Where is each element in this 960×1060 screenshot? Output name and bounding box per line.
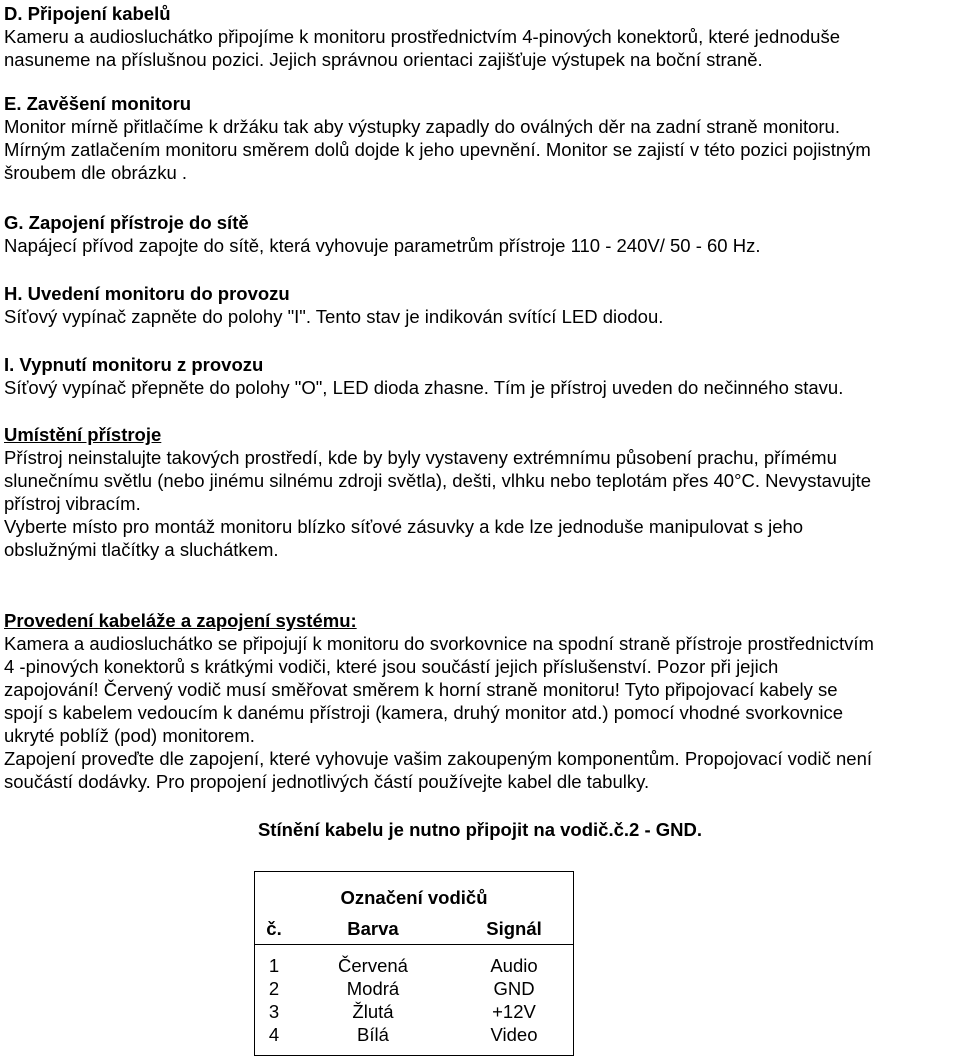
section-device-placement	[4, 423, 956, 561]
table-row	[255, 977, 573, 1000]
table-header	[255, 917, 573, 940]
cell-color: Červená	[338, 955, 408, 976]
cell-color: Žlutá	[352, 1001, 394, 1022]
paragraph-line: součástí dodávky. Pro propojení jednotlivých částí používejte kabel dle tabulky.	[4, 771, 650, 792]
cell-number: 4	[268, 1024, 280, 1045]
wire-table	[254, 871, 574, 1056]
section-wiring	[4, 609, 956, 793]
section-monitor-mounting	[4, 92, 956, 184]
header-divider	[255, 944, 573, 945]
paragraph-line: Síťový vypínač přepněte do polohy "O", LED dioda zhasne. Tím je přístroj uveden do nečinného stavu.	[4, 377, 844, 398]
cell-color: Modrá	[346, 978, 400, 999]
section-heading: E. Zavěšení monitoru	[4, 93, 192, 114]
section-power-on	[4, 282, 956, 328]
cell-color: Bílá	[357, 1024, 389, 1045]
cell-number: 3	[268, 1001, 280, 1022]
table-title: Označení vodičů	[340, 887, 488, 908]
header-color: Barva	[347, 918, 399, 939]
paragraph-line: přístroj vibracím.	[4, 493, 141, 514]
section-power-off	[4, 353, 956, 399]
paragraph-line: 4 -pinových konektorů s krátkými vodiči, které jsou součástí jejich příslušenství. Pozor při jejich	[4, 656, 779, 677]
paragraph-line: nasuneme na příslušnou pozici. Jejich správnou orientaci zajišťuje výstupek na boční straně.	[4, 49, 763, 70]
table-row	[255, 1000, 573, 1023]
paragraph-line: ukryté poblíž (pod) monitorem.	[4, 725, 255, 746]
cell-signal: GND	[493, 978, 535, 999]
paragraph-line: slunečnímu světlu (nebo jinému silnému zdroji světla), dešti, vlhku nebo teplotám přes 40°C. Nevystavujte	[4, 470, 872, 491]
paragraph-line: Monitor mírně přitlačíme k držáku tak aby výstupky zapadly do oválných děr na zadní straně monitoru.	[4, 116, 840, 137]
section-heading: Provedení kabeláže a zapojení systému:	[4, 610, 357, 631]
section-connect-cables	[4, 2, 956, 71]
paragraph-line: Kamera a audiosluchátko se připojují k monitoru do svorkovnice na spodní straně přístroje prostřednictvím	[4, 633, 874, 654]
cell-signal: Audio	[490, 955, 538, 976]
paragraph-line: zapojování! Červený vodič musí směřovat směrem k horní straně monitoru! Tyto připojovací kabely se	[4, 679, 838, 700]
paragraph-line: Napájecí přívod zapojte do sítě, která vyhovuje parametrům přístroje 110 - 240V/ 50 - 60 Hz.	[4, 235, 761, 256]
section-heading: I. Vypnutí monitoru z provozu	[4, 354, 264, 375]
paragraph-line: šroubem dle obrázku .	[4, 162, 188, 183]
paragraph-line: obslužnými tlačítky a sluchátkem.	[4, 539, 279, 560]
paragraph-line: Přístroj neinstalujte takových prostředí, kde by byly vystaveny extrémnímu působení prachu, přímému	[4, 447, 837, 468]
paragraph-line: Zapojení proveďte dle zapojení, které vyhovuje vašim zakoupeným komponentům. Propojovací vodič není	[4, 748, 872, 769]
section-heading: D. Připojení kabelů	[4, 3, 171, 24]
table-row	[255, 954, 573, 977]
paragraph-line: spojí s kabelem vedoucím k danému přístroji (kamera, druhý monitor atd.) pomocí vhodné svorkovnice	[4, 702, 844, 723]
paragraph-line: Mírným zatlačením monitoru směrem dolů dojde k jeho upevnění. Monitor se zajistí v této pozici pojistným	[4, 139, 871, 160]
cell-signal: +12V	[492, 1001, 536, 1022]
section-heading: Umístění přístroje	[4, 424, 162, 445]
paragraph-line: Vyberte místo pro montáž monitoru blízko síťové zásuvky a kde lze jednoduše manipulovat s jeho	[4, 516, 804, 537]
header-signal: Signál	[486, 918, 542, 939]
cell-number: 2	[268, 978, 280, 999]
cell-number: 1	[268, 955, 280, 976]
section-heading: H. Uvedení monitoru do provozu	[4, 283, 290, 304]
paragraph-line: Síťový vypínač zapněte do polohy "I". Tento stav je indikován svítící LED diodou.	[4, 306, 664, 327]
section-mains-connection	[4, 211, 956, 257]
section-heading: G. Zapojení přístroje do sítě	[4, 212, 249, 233]
paragraph-line: Kameru a audiosluchátko připojíme k monitoru prostřednictvím 4-pinových konektorů, které jednoduše	[4, 26, 841, 47]
shield-note: Stínění kabelu je nutno připojit na vodič.č.2 - GND.	[257, 819, 703, 840]
table-row	[255, 1023, 573, 1046]
header-number: č.	[266, 918, 282, 939]
cell-signal: Video	[490, 1024, 538, 1045]
